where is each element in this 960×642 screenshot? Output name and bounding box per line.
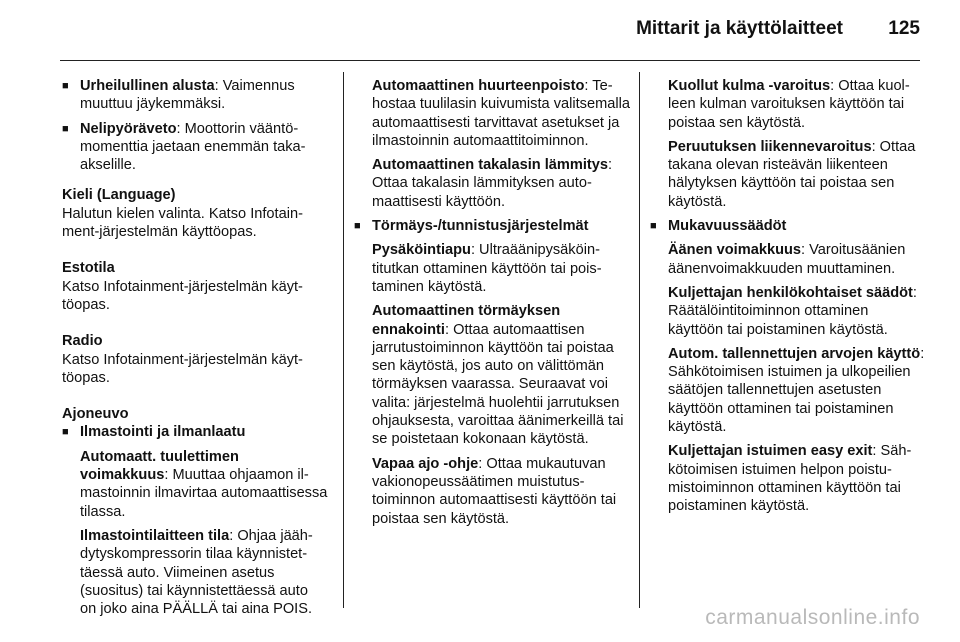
list-subitem: Peruutuksen liikennevaroitus: Ottaa takana olevan risteävän liikenteen hälytyksen käyttöön tai poistaa sen käytöstä. (668, 138, 916, 210)
list-subitem: Ilmastointilaitteen tila: Ohjaa jäähdytyskompressorin tilaa käynnistettäessä auto. Viimeinen asetus (suositus) tai käynnistettäessä auto on joko aina PÄÄLLÄ tai aina POIS. (80, 527, 313, 618)
section-text: Katso Infotainment-järjestelmän käyttöopas. (62, 278, 303, 313)
list-subitem: Äänen voimakkuus: Varoitusäänien äänenvoimakkuuden muuttaminen. (668, 242, 906, 277)
header-divider (60, 60, 920, 61)
section-heading: Radio (62, 333, 103, 350)
list-subitem: Vapaa ajo -ohje: Ottaa mukautuvan vakionopeussäätimen muistutustoiminnon automaattisesti käyttöön tai poistaa sen käytöstä. (372, 455, 617, 527)
text-column-2 (372, 77, 630, 534)
list-subitem: Automaattinen törmäyksen ennakointi: Ottaa automaattisen jarrutustoiminnon käyttöön tai poistaa sen käytöstä, jos auto on välittömän törmäyksen vaarassa. Seuraavat voi valita: järjestelmä huolehtii jarrutuksen ohjauksesta, varoittaa äänimerkeillä tai se poistetaan kokonaan käytöstä. (372, 303, 624, 448)
list-item-heading: ■ Ilmastointi ja ilmanlaatu (62, 423, 328, 441)
list-subitem: Automaattinen huurteenpoisto: Tehostaa tuulilasin kuivumista valitsemalla automaattisesti tarvittavat asetukset ja ilmastoinnin automaattitoiminnon. (372, 78, 630, 149)
list-item: ■ Nelipyöräveto: Moottorin vääntömomenttia jaetaan enemmän takaakselille. (62, 120, 328, 175)
section-text: Katso Infotainment-järjestelmän käyttöopas. (62, 351, 303, 386)
column-divider-1 (343, 72, 344, 608)
column-divider-2 (639, 72, 640, 608)
section-text: Halutun kielen valinta. Katso Infotainment-järjestelmän käyttöopas. (62, 205, 303, 241)
list-item: ■ Urheilullinen alusta: Vaimennus muuttuu jäykemmäksi. (62, 77, 328, 114)
list-subitem: Kuljettajan istuimen easy exit: Sähkötoimisen istuimen helpon poistumistoiminnon ottaminen käyttöön tai poistaminen käytöstä. (668, 443, 912, 515)
list-subitem: Pysäköintiapu: Ultraäänipysäköintitutkan ottaminen käyttöön tai poistaminen käytöstä. (372, 242, 602, 295)
page-title: Mittarit ja käyttölaitteet (636, 18, 843, 39)
list-subitem: Automaatt. tuulettimen voimakkuus: Muuttaa ohjaamon ilmastoinnin ilmavirtaa automaattisessa tilassa. (80, 448, 328, 520)
list-subitem: Automaattinen takalasin lämmitys: Ottaa takalasin lämmityksen automaattisesti käyttöön. (372, 157, 613, 210)
text-column-3 (668, 77, 926, 522)
page-number: 125 (888, 18, 920, 39)
section-heading: Ajoneuvo (62, 406, 129, 423)
watermark: carmanualsonline.info (705, 606, 920, 629)
text-column-1 (62, 77, 328, 624)
section-heading: Estotila (62, 260, 115, 277)
list-subitem: Kuljettajan henkilökohtaiset säädöt: Räätälöintitoiminnon ottaminen käyttöön tai poistaminen käytöstä. (668, 284, 917, 338)
list-item-heading: ■ Mukavuussäädöt (650, 217, 926, 235)
section-heading: Kieli (Language) (62, 187, 176, 204)
list-item-heading: ■ Törmäys-/tunnistusjärjestelmät (354, 217, 630, 235)
list-subitem: Autom. tallennettujen arvojen käyttö: Sähkötoimisen istuimen ja ulkopeilien säätöjen tallennettujen asetusten käyttöön ottaminen tai poistaminen käytöstä. (668, 345, 925, 436)
list-subitem: Kuollut kulma -varoitus: Ottaa kuolleen kulman varoituksen käyttöön tai poistaa sen käytöstä. (668, 78, 910, 131)
